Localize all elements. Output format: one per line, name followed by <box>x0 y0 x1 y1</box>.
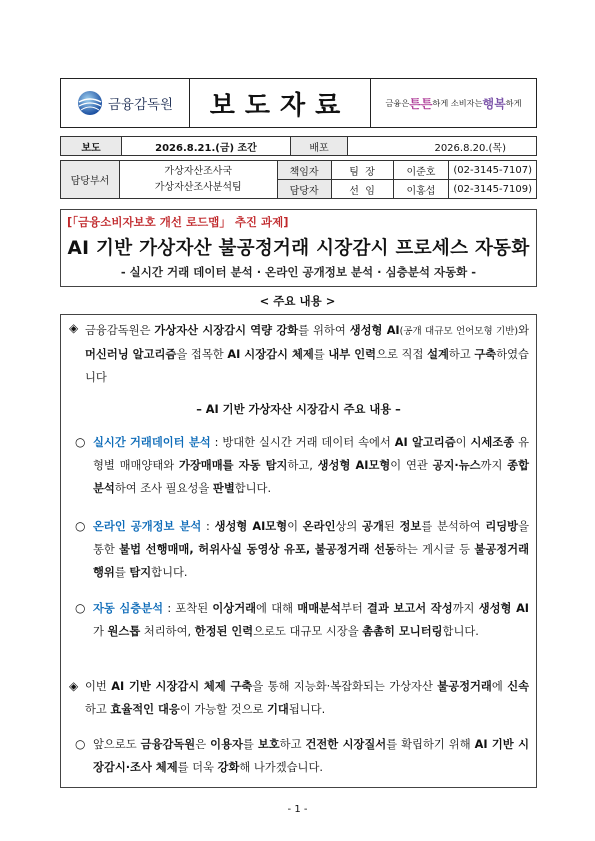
slogan-part: 금융은 <box>385 97 410 108</box>
bold-text: 매매분석 <box>297 602 341 615</box>
department-names <box>119 161 277 199</box>
bold-text: AI 시장감시 체제 <box>227 348 314 361</box>
summary-paragraph-2 <box>85 675 529 721</box>
text: 를 분석하여 <box>421 520 486 533</box>
headline-subtitle: - 실시간 거래 데이터 분석 · 온라인 공개정보 분석 · 심층분석 자동화 - <box>120 265 477 279</box>
text: 금융감독원은 <box>85 324 155 337</box>
text: 하고 <box>448 348 475 361</box>
bold-text: 원스톱 <box>107 625 141 638</box>
text: 으로 직접 <box>376 348 428 361</box>
bold-text: 리딩방 <box>485 520 519 533</box>
diamond-bullet-icon: ◈ <box>69 679 79 693</box>
bold-text: 정보 <box>399 520 422 533</box>
bold-text: 강화 <box>217 761 240 774</box>
bold-text: 신속 <box>507 680 530 693</box>
bold-text: 금융감독원 <box>140 738 196 751</box>
summary-paragraph-1 <box>85 319 529 389</box>
text: 이 가능할 것으로 <box>179 703 268 716</box>
bold-text: 불공정거래 행위 <box>93 543 529 579</box>
text: 하고 <box>85 703 111 716</box>
bold-text: 가상자산 시장감시 역량 강화 <box>154 324 299 337</box>
section-heading: – AI 기반 가상자산 시장감시 주요 내용 – <box>196 403 401 416</box>
text: 를 위하여 <box>298 324 350 337</box>
responsible-phone: (02-3145-7107) <box>449 161 537 180</box>
text: 부터 <box>340 602 368 615</box>
diamond-bullet-icon: ◈ <box>69 321 79 335</box>
text: 합니다. <box>151 566 188 579</box>
text: 합니다. <box>442 625 479 638</box>
text: 하는 게시글 등 <box>395 543 475 556</box>
text: 를 더욱 <box>177 761 218 774</box>
text: 해 나가겠습니다. <box>239 761 323 774</box>
project-tag: [「금융소비자보호 개선 로드맵」 추진 과제] <box>67 215 289 229</box>
item-online-analysis <box>93 515 529 584</box>
bold-text: 결과 보고서 작성 <box>367 602 453 615</box>
release-label: 보도 <box>61 137 122 156</box>
text: 으로도 대규모 시장을 <box>253 625 363 638</box>
text: 하였습니다 <box>85 348 529 384</box>
circle-bullet-icon: ○ <box>75 435 86 449</box>
text: 을 통한 <box>93 520 529 556</box>
bold-text: 이용자 <box>210 738 243 751</box>
text: : 방대한 실시간 거래 데이터 속에서 <box>210 436 395 449</box>
bold-text: 생성형 AI <box>349 324 400 337</box>
text: 됩니다. <box>288 703 326 716</box>
summary-box <box>60 314 537 788</box>
text: 를 확립하기 위해 <box>386 738 475 751</box>
item-heading: 실시간 거래데이터 분석 <box>93 436 211 449</box>
text: 처리하여, <box>140 625 195 638</box>
contact-title: 선 임 <box>331 180 393 199</box>
bold-text: 종합 분석 <box>93 459 529 495</box>
bold-text: 공개 <box>362 520 384 533</box>
text: 를 <box>313 348 329 361</box>
slogan-part: 하게 소비자는 <box>432 97 483 108</box>
headline-box <box>60 209 537 287</box>
release-table <box>60 136 537 156</box>
bold-text: 생성형 AI <box>478 602 530 615</box>
bold-text: AI 알고리즘 <box>394 436 456 449</box>
bold-text: 공지·뉴스 <box>432 459 481 472</box>
bold-text: 효율적인 대응 <box>110 703 180 716</box>
press-release-header <box>60 78 537 128</box>
bold-text: 가장매매를 자동 탐지 <box>178 459 288 472</box>
department-name: 가상자산조사국 <box>164 165 233 177</box>
summary-label: < 주요 내용 > <box>259 294 336 308</box>
bold-text: 기대 <box>267 703 289 716</box>
bold-text: 건전한 시장질서 <box>305 738 387 751</box>
headline-title: AI 기반 가상자산 불공정거래 시장감시 프로세스 자동화 <box>67 238 530 259</box>
circle-bullet-icon: ○ <box>75 519 86 533</box>
text: 은 <box>195 738 211 751</box>
circle-bullet-icon: ○ <box>75 601 86 615</box>
text: 와 <box>518 324 529 337</box>
text: : <box>201 520 215 533</box>
text: 을 접목한 <box>176 348 228 361</box>
circle-bullet-icon: ○ <box>75 737 86 751</box>
text: 을 통해 지능화·복잡화되는 가상자산 <box>252 680 438 693</box>
slogan-highlight: 튼튼 <box>409 96 433 111</box>
distribution-date: 2026.8.20.(목) <box>348 137 537 156</box>
text: 하여 조사 필요성을 <box>114 482 213 495</box>
bold-text: 설계 <box>427 348 449 361</box>
bold-text: 판별 <box>212 482 235 495</box>
text: 하고, <box>287 459 318 472</box>
bold-text: 한정된 인력 <box>194 625 254 638</box>
page-number: - 1 - <box>287 804 308 815</box>
text: 이 <box>455 436 471 449</box>
fss-logo <box>61 79 190 127</box>
department-label: 담당부서 <box>61 161 120 199</box>
item-heading: 온라인 공개정보 분석 <box>93 520 202 533</box>
text: 를 <box>114 566 130 579</box>
contact-phone: (02-3145-7109) <box>449 180 537 199</box>
bold-text: 시세조종 <box>470 436 515 449</box>
text: 를 <box>242 738 258 751</box>
bold-text: AI 기반 시장감시·조사 체제 <box>93 738 529 774</box>
text: : 포착된 <box>163 602 213 615</box>
bold-text: 머신러닝 알고리즘 <box>85 348 177 361</box>
responsible-title: 팀 장 <box>331 161 393 180</box>
text: 된 <box>383 520 400 533</box>
text: 이번 <box>85 680 112 693</box>
bold-text: 생성형 AI모형 <box>214 520 288 533</box>
bold-text: 생성형 AI모형 <box>317 459 391 472</box>
bold-text: 구축 <box>474 348 497 361</box>
text: 유형별 매매양태와 <box>93 436 529 472</box>
text: 에 <box>491 680 508 693</box>
text: 까지 <box>452 602 479 615</box>
text: 합니다. <box>234 482 272 495</box>
slogan-part: 하게 <box>505 97 522 108</box>
bold-text: 불공정거래 <box>437 680 492 693</box>
text: 앞으로도 <box>93 738 141 751</box>
item-deep-analysis <box>93 597 529 643</box>
note-text: (공개 대규모 언어모형 기반) <box>399 326 519 337</box>
bold-text: 촘촘히 모니터링 <box>362 625 443 638</box>
contact-name: 이홍섭 <box>393 180 449 199</box>
bold-text: 탐지 <box>129 566 152 579</box>
fss-globe-icon <box>77 90 103 116</box>
text: 상의 <box>335 520 363 533</box>
bold-text: AI 기반 시장감시 체제 구축 <box>111 680 253 693</box>
contact-label: 담당자 <box>277 180 331 199</box>
text: 하고 <box>279 738 306 751</box>
bold-text: 이상거래 <box>212 602 257 615</box>
text: 이 <box>287 520 303 533</box>
slogan-highlight: 행복 <box>482 96 506 111</box>
slogan <box>371 79 536 127</box>
bold-text: 온라인 <box>302 520 336 533</box>
bold-text: 보호 <box>257 738 280 751</box>
text: 에 대해 <box>256 602 298 615</box>
summary-paragraph-3 <box>93 733 529 779</box>
item-heading: 자동 심층분석 <box>93 602 164 615</box>
team-name: 가상자산조사분석팀 <box>154 181 242 193</box>
logo-text: 금융감독원 <box>107 97 174 113</box>
text: 가 <box>93 625 108 638</box>
responsible-name: 이준호 <box>393 161 449 180</box>
release-date: 2026.8.21.(금) 조간 <box>122 137 291 156</box>
department-table <box>60 160 537 199</box>
responsible-label: 책임자 <box>277 161 331 180</box>
distribution-label: 배포 <box>291 137 348 156</box>
bold-text: 내부 인력 <box>328 348 377 361</box>
bold-text: 불법 선행매매, 허위사실 동영상 유포, 불공정거래 선동 <box>119 543 396 556</box>
text: 까지 <box>480 459 508 472</box>
document-title: 보도자료 <box>190 79 371 127</box>
text: 이 연관 <box>390 459 433 472</box>
item-realtime-analysis <box>93 431 529 500</box>
